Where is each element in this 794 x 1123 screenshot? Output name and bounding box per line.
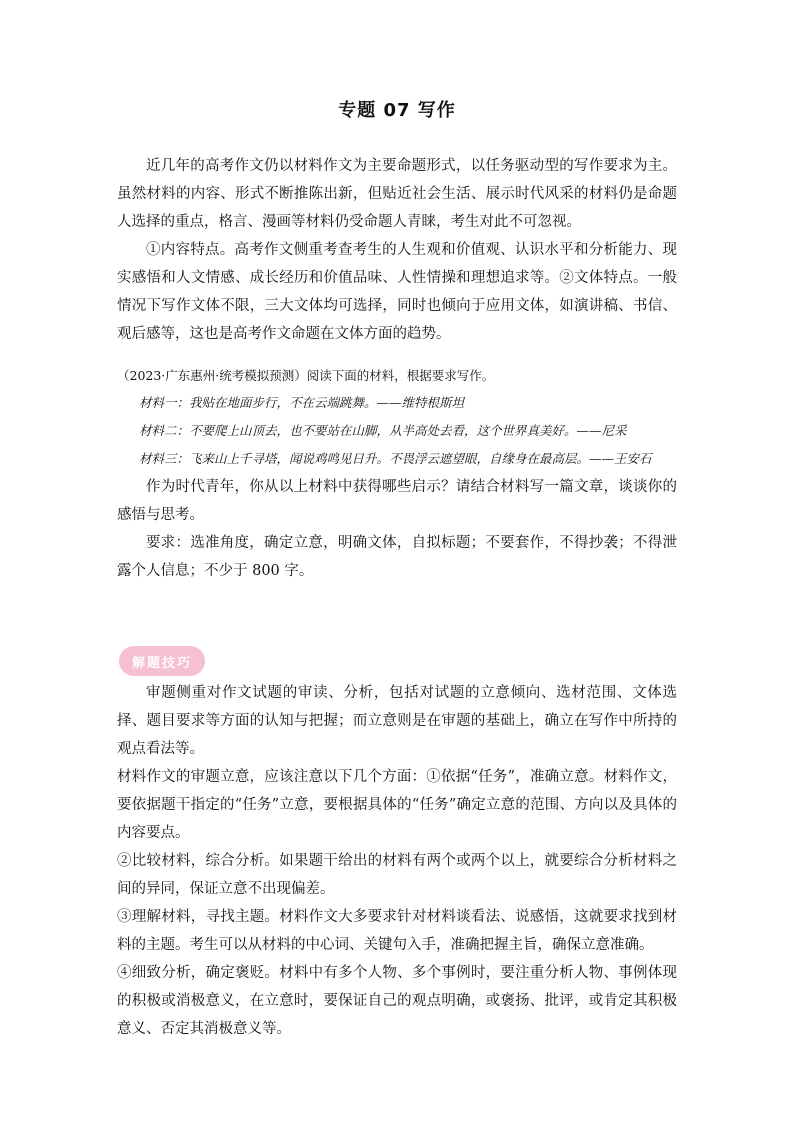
tips-point-3: ③理解材料，寻找主题。材料作文大多要求针对材料谈看法、说感悟，这就要求找到材料的主题。考生可以从材料的中心词、关键句入手，准确把握主旨，确保立意准确。 (117, 909, 677, 953)
question-requirements: 要求：选准角度，确定立意，明确文体，自拟标题；不要套作，不得抄袭；不得泄露个人信息；不少于 800 字。 (117, 535, 677, 579)
material-3: 材料三：飞来山上千寻塔，闻说鸡鸣见日升。不畏浮云遮望眼，自缘身在最高层。——王安石 (139, 451, 652, 466)
tips-point-4: ④细致分析，确定褒贬。材料中有多个人物、多个事例时，要注重分析人物、事例体现的积极或消极意义，在立意时，要保证自己的观点明确，或褒扬、批评，或肯定其积极意义、否定其消极意义等。 (117, 965, 677, 1037)
tips-section (117, 679, 677, 1043)
intro-paragraph-1: 近几年的高考作文仍以材料作文为主要命题形式，以任务驱动型的写作要求为主。虽然材料的内容、形式不断推陈出新，但贴近社会生活、展示时代风采的材料仍是命题人选择的重点，格言、漫画等材料仍受命题人青睐，考生对此不可忽视。 (117, 158, 677, 230)
material-1: 材料一：我贴在地面步行，不在云端跳舞。——维特根斯坦 (139, 395, 465, 410)
tips-intro: 审题侧重对作文试题的审读、分析，包括对试题的立意倾向、选材范围、文体选择、题目要求等方面的认知与把握；而立意则是在审题的基础上，确立在写作中所持的观点看法等。 (117, 685, 677, 757)
question-source: （2023·广东惠州·统考模拟预测）阅读下面的材料，根据要求写作。 (117, 368, 495, 383)
question-prompt: 作为时代青年，你从以上材料中获得哪些启示？请结合材料写一篇文章，谈谈你的感悟与思考。 (117, 479, 677, 523)
intro-section (117, 152, 677, 348)
page-title: 专题 07 写作 (338, 100, 456, 121)
tips-badge-label: 解题技巧 (131, 655, 192, 671)
intro-paragraph-2: ①内容特点。高考作文侧重考查考生的人生观和价值观、认识水平和分析能力、现实感悟和人文情感、成长经历和价值品味、人性情操和理想追求等。②文体特点。一般情况下写作文体不限，三大文体均可选择，同时也倾向于应用文体，如演讲稿、书信、观后感等，这也是高考作文命题在文体方面的趋势。 (117, 242, 677, 342)
material-2: 材料二：不要爬上山顶去，也不要站在山脚，从半高处去看，这个世界真美好。——尼采 (139, 423, 627, 438)
tips-point-1: 材料作文的审题立意，应该注意以下几个方面：①依据“任务”，准确立意。材料作文，要依据题干指定的“任务”立意，要根据具体的“任务”确定立意的范围、方向以及具体的内容要点。 (117, 769, 677, 841)
tips-point-2: ②比较材料，综合分析。如果题干给出的材料有两个或两个以上，就要综合分析材料之间的异同，保证立意不出现偏差。 (117, 853, 677, 897)
tips-badge (119, 646, 205, 676)
question-section (117, 363, 677, 585)
